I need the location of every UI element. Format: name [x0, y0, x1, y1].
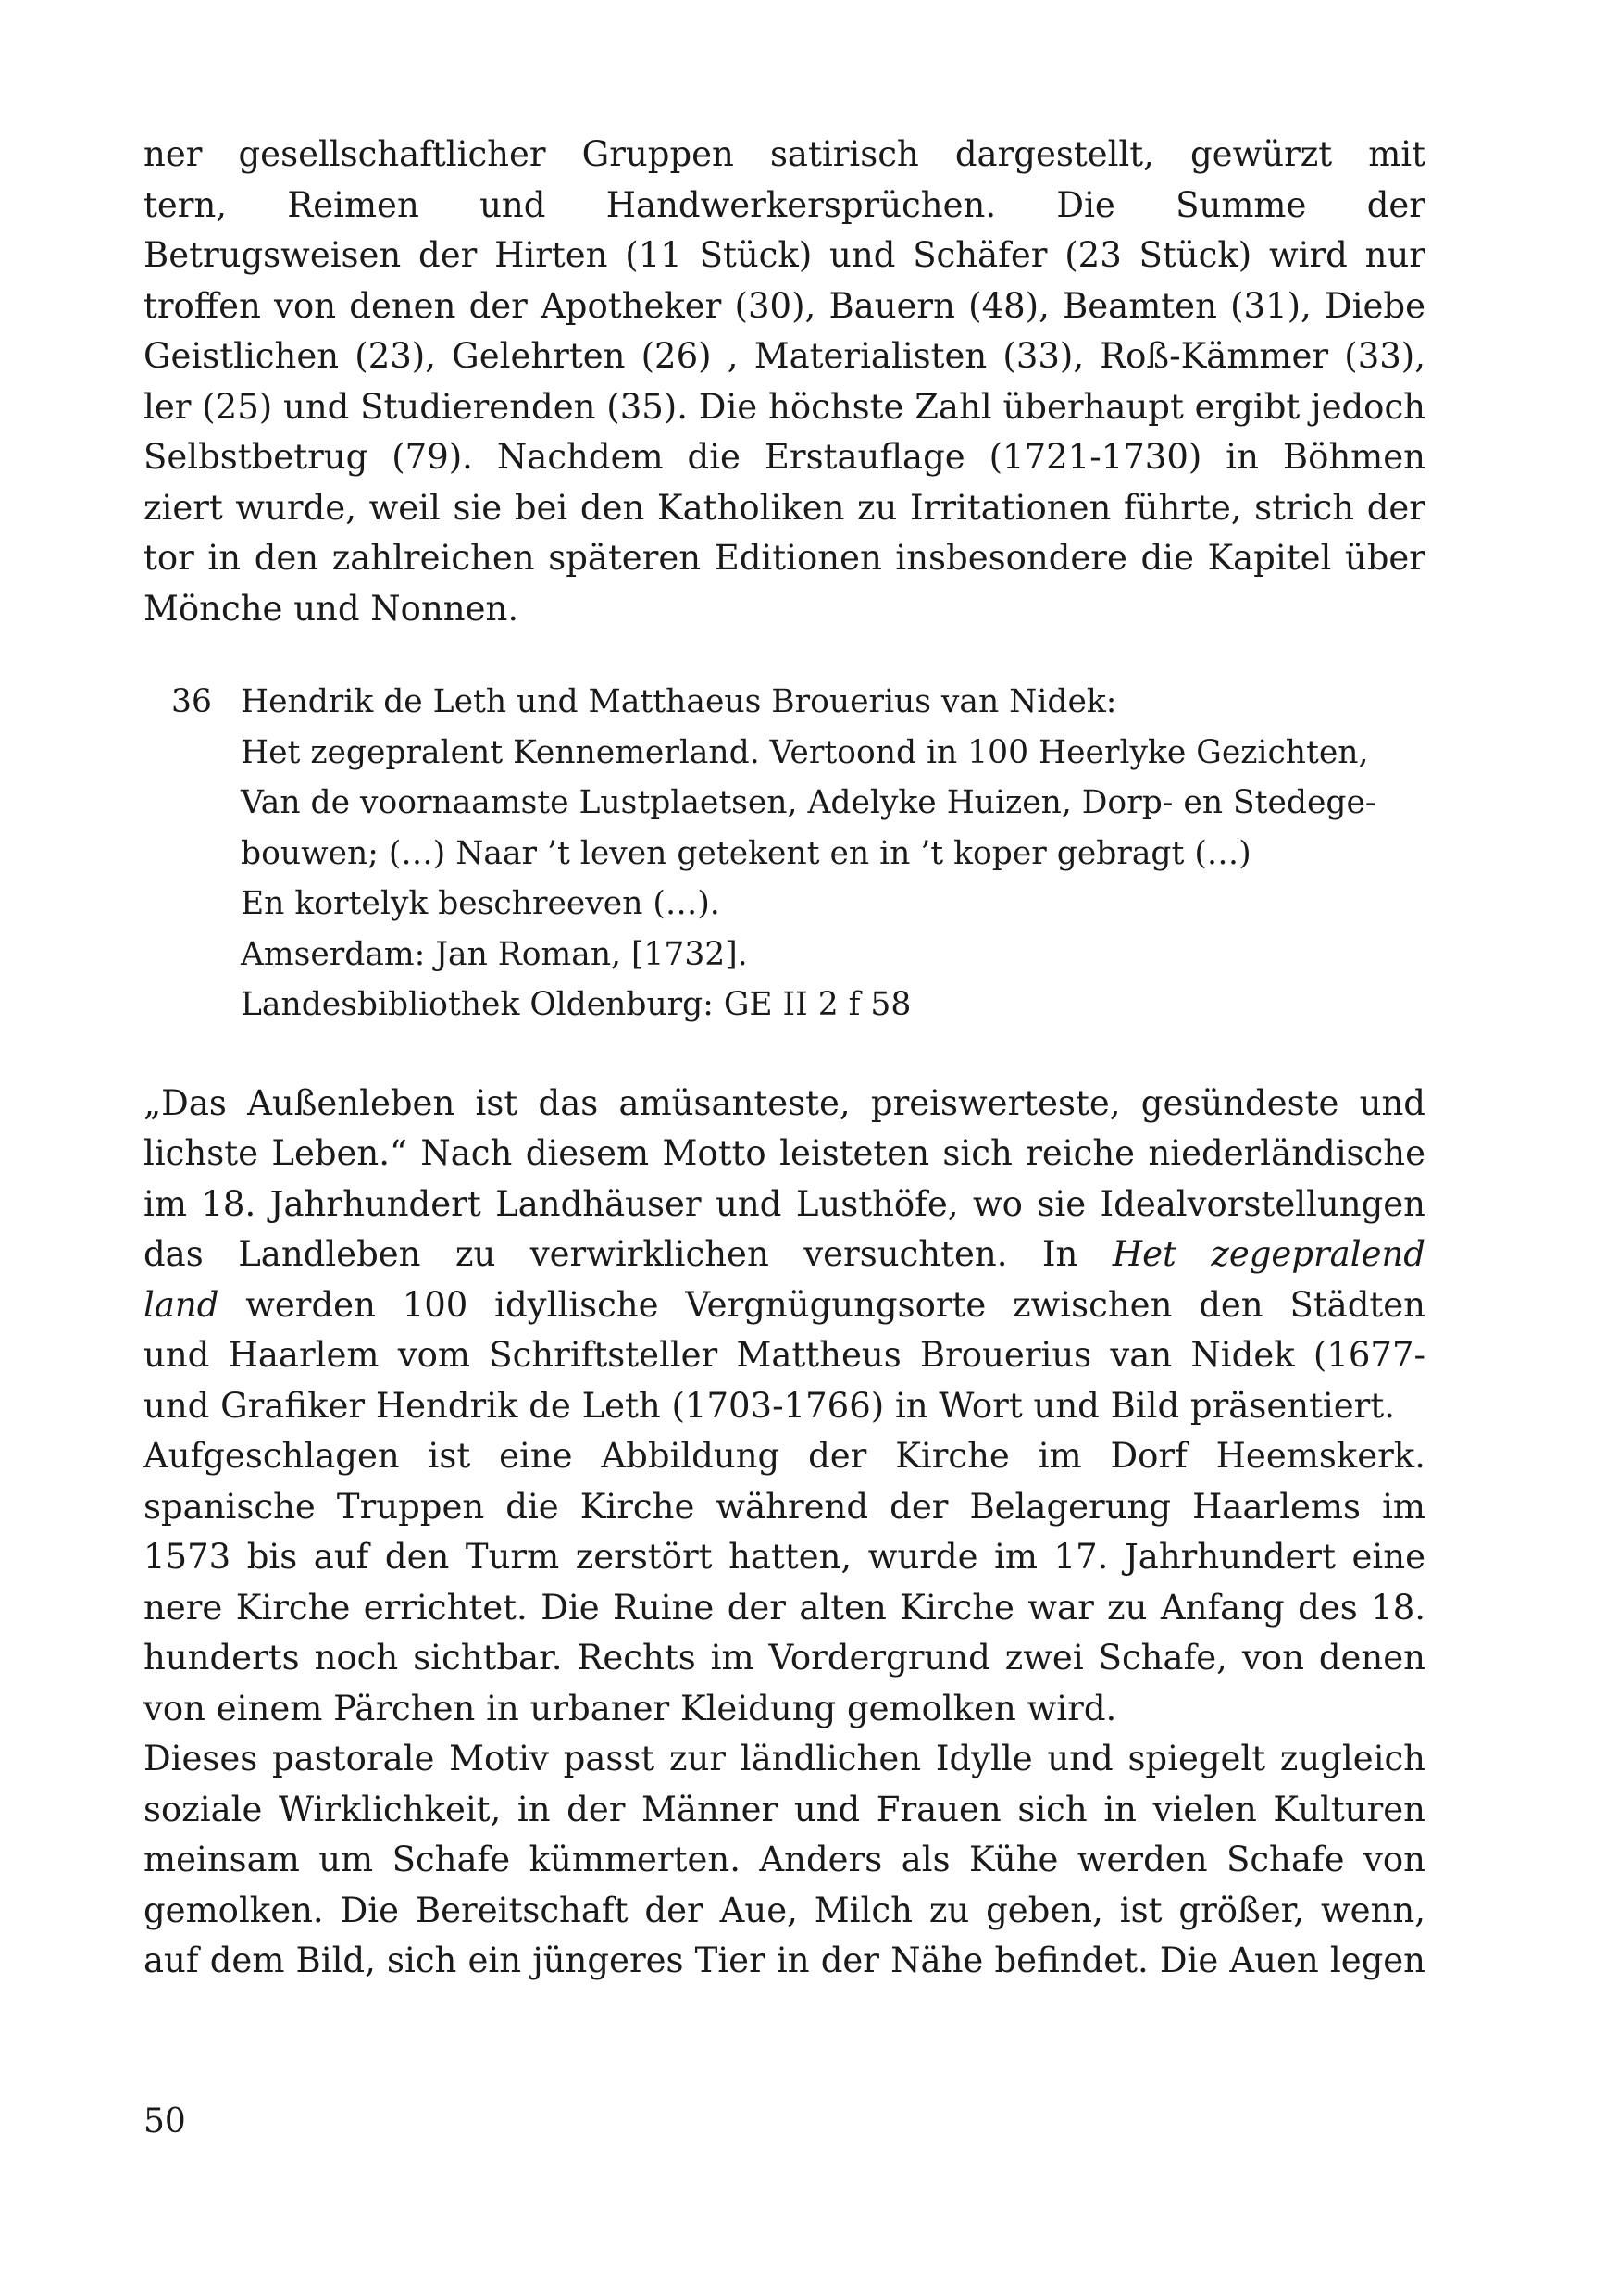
text-line: Geistlichen (23), Gelehrten (26) , Materialisten (33), Roß-Kämmer (33), — [143, 336, 1425, 376]
catalog-entry-title-line: Het zegepralent Kennemerland. Vertoond in 100 Heerlyke Gezichten, — [241, 733, 1369, 771]
text-segment: werden 100 idyllische Vergnügungsorte zwischen den Städten — [245, 1284, 1425, 1325]
text-line: und Haarlem vom Schriftsteller Mattheus Brouerius van Nidek (1677- — [143, 1335, 1425, 1375]
text-line: soziale Wirklichkeit, in der Männer und Frauen sich in vielen Kulturen — [143, 1789, 1425, 1829]
text-line: auf dem Bild, sich ein jüngeres Tier in der Nähe befindet. Die Auen legen — [143, 1940, 1425, 1980]
text-line: troffen von denen der Apotheker (30), Bauern (48), Beamten (31), Diebe — [143, 285, 1425, 326]
text-line: ziert wurde, weil sie bei den Katholiken zu Irritationen führte, strich der — [143, 487, 1425, 528]
text-line: gemolken. Die Bereitschaft der Aue, Milch zu geben, ist größer, wenn, — [143, 1890, 1425, 1930]
catalog-entry-authors: Hendrik de Leth und Matthaeus Brouerius van Nidek: — [241, 683, 1117, 720]
text-line: und Grafiker Hendrik de Leth (1703-1766) in Wort und Bild präsentiert. — [143, 1385, 1395, 1426]
text-line: im 18. Jahrhundert Landhäuser und Lusthöfe, wo sie Idealvorstellungen — [143, 1183, 1425, 1224]
text-line: tern, Reimen und Handwerkersprüchen. Die Summe der — [143, 184, 1425, 225]
text-line: von einem Pärchen in urbaner Kleidung gemolken wird. — [143, 1688, 1117, 1728]
page-number: 50 — [143, 2103, 186, 2140]
catalog-entry-title-line: Van de voornaamste Lustplaetsen, Adelyke Huizen, Dorp- en Stedege- — [241, 784, 1376, 821]
text-line: nere Kirche errichtet. Die Ruine der alten Kirche war zu Anfang des 18. — [143, 1587, 1425, 1628]
text-line: Mönche und Nonnen. — [143, 588, 519, 629]
page-content — [143, 130, 1425, 1987]
text-line: Dieses pastorale Motiv passt zur ländlichen Idylle und spiegelt zugleich — [143, 1739, 1425, 1778]
text-line — [143, 1229, 1425, 1280]
book-title-italic: land — [143, 1284, 219, 1325]
text-line — [143, 1280, 1425, 1331]
catalog-entry-title-line: bouwen; (…) Naar ’t leven getekent en in ’t koper gebragt (…) — [241, 834, 1251, 872]
text-line: Selbstbetrug (79). Nachdem die Erstauflage (1721-1730) in Böhmen — [143, 437, 1425, 477]
text-segment: das Landleben zu verwirklichen versuchten. In — [143, 1234, 1113, 1274]
text-line: lichste Leben.“ Nach diesem Motto leisteten sich reiche niederländische — [143, 1133, 1425, 1173]
text-line: „Das Außenleben ist das amüsanteste, preiswerteste, gesündeste und — [143, 1082, 1425, 1123]
text-line: meinsam um Schafe kümmerten. Anders als Kühe werden Schafe von — [143, 1840, 1425, 1879]
catalog-entry-imprint: Amserdam: Jan Roman, [1732]. — [241, 935, 748, 973]
text-line: Aufgeschlagen ist eine Abbildung der Kirche im Dorf Heemskerk. — [143, 1436, 1425, 1476]
paragraph-kennemerland — [143, 1079, 1425, 1987]
catalog-entry-title-line: En kortelyk beschreeven (…). — [241, 885, 720, 922]
text-line: ner gesellschaftlicher Gruppen satirisch dargestellt, gewürzt mit — [143, 134, 1425, 174]
paragraph-satire-summary — [143, 130, 1425, 634]
catalog-entry — [143, 677, 1425, 1030]
catalog-entry-number: 36 — [171, 683, 212, 720]
text-line: 1573 bis auf den Turm zerstört hatten, wurde im 17. Jahrhundert eine — [143, 1537, 1425, 1577]
text-line: Betrugsweisen der Hirten (11 Stück) und Schäfer (23 Stück) wird nur — [143, 235, 1425, 275]
catalog-entry-shelfmark: Landesbibliothek Oldenburg: GE II 2 f 58 — [241, 986, 912, 1023]
catalog-entry-description — [241, 677, 1425, 1030]
text-line: tor in den zahlreichen späteren Editionen insbesondere die Kapitel über — [143, 538, 1425, 578]
text-line: ler (25) und Studierenden (35). Die höchste Zahl überhaupt ergibt jedoch — [143, 386, 1425, 427]
book-title-italic: Het zegepralend — [1112, 1234, 1425, 1274]
text-line: spanische Truppen die Kirche während der Belagerung Haarlems im — [143, 1486, 1425, 1527]
text-line: hunderts noch sichtbar. Rechts im Vordergrund zwei Schafe, von denen — [143, 1638, 1425, 1678]
